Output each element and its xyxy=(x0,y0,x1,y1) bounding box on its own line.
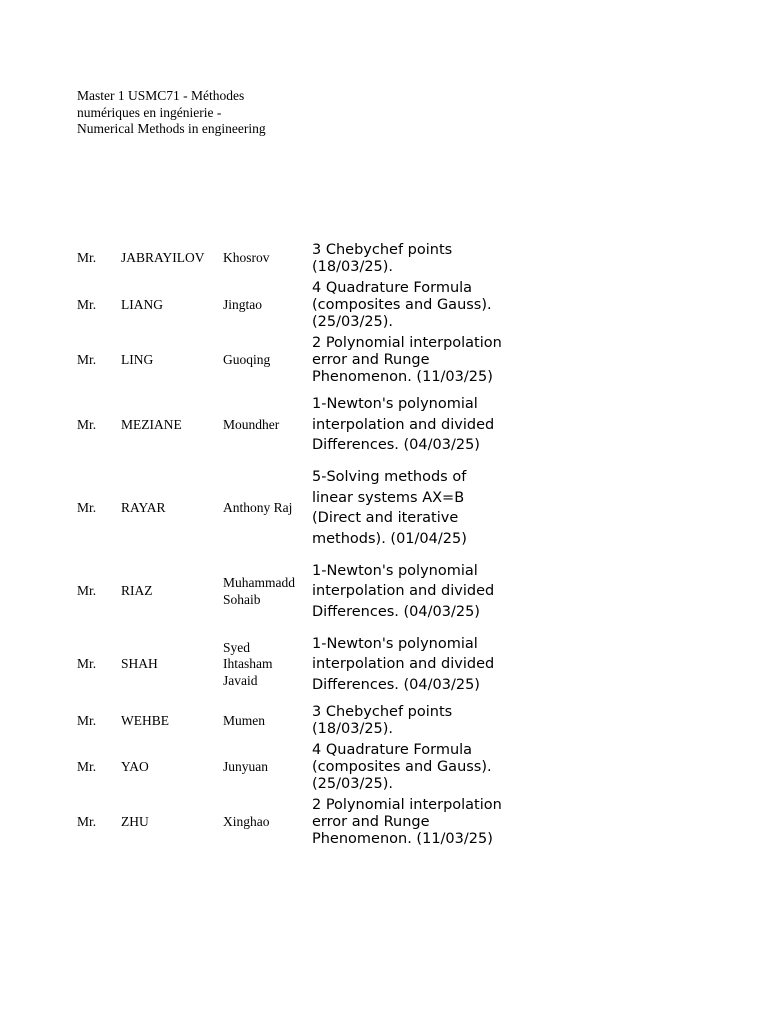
topic-text: 1-Newton's polynomial interpolation and divided Differences. (04/03/25) xyxy=(312,396,495,454)
first-name-text: Khosrov xyxy=(223,250,270,266)
topic-text: 1-Newton's polynomial interpolation and divided Differences. (04/03/25) xyxy=(312,562,495,620)
presentation-topic xyxy=(312,796,542,849)
presentation-topic xyxy=(312,279,542,332)
last-name: YAO xyxy=(121,758,149,774)
presentation-topic xyxy=(312,703,542,739)
roster-row xyxy=(0,796,768,849)
first-name xyxy=(223,628,311,701)
first-name xyxy=(223,703,311,739)
first-name xyxy=(223,796,311,849)
document-title xyxy=(77,88,337,138)
first-name xyxy=(223,389,311,461)
first-name xyxy=(223,461,311,555)
topic-text: 2 Polynomial interpolation error and Runge Phenomenon. (11/03/25) xyxy=(312,797,502,847)
roster-row xyxy=(0,555,768,628)
first-name-text: Xinghao xyxy=(223,814,270,830)
first-name-text: Muhammadd Sohaib xyxy=(223,575,295,607)
first-name-text: Syed Ihtasham Javaid xyxy=(223,639,273,688)
last-name: ZHU xyxy=(121,814,149,830)
first-name xyxy=(223,741,311,793)
topic-text: 1-Newton's polynomial interpolation and divided Differences. (04/03/25) xyxy=(312,635,495,693)
roster-row xyxy=(0,628,768,701)
topic-text: 4 Quadrature Formula (composites and Gauss). (25/03/25). xyxy=(312,280,492,330)
honorific: Mr. xyxy=(77,297,97,313)
honorific: Mr. xyxy=(77,758,97,774)
first-name-text: Guoqing xyxy=(223,352,271,368)
honorific: Mr. xyxy=(77,416,97,432)
roster-row xyxy=(0,461,768,555)
topic-text: 3 Chebychef points (18/03/25). xyxy=(312,241,453,275)
honorific: Mr. xyxy=(77,814,97,830)
roster-row xyxy=(0,334,768,387)
last-name: LIANG xyxy=(121,297,163,313)
presentation-topic xyxy=(312,741,542,793)
presentation-topic xyxy=(312,389,542,461)
roster-row xyxy=(0,240,768,277)
presentation-topic xyxy=(312,240,542,277)
first-name-text: Jingtao xyxy=(223,297,262,313)
last-name: MEZIANE xyxy=(121,416,182,432)
topic-text: 5-Solving methods of linear systems AX=B (Direct and iterative methods). (01/04/25) xyxy=(312,469,467,547)
roster-row xyxy=(0,741,768,793)
first-name-text: Junyuan xyxy=(223,758,268,774)
honorific: Mr. xyxy=(77,352,97,368)
first-name-text: Anthony Raj xyxy=(223,499,293,515)
last-name: RIAZ xyxy=(121,583,153,599)
presentation-topic xyxy=(312,628,542,701)
last-name: WEHBE xyxy=(121,712,169,728)
last-name: JABRAYILOV xyxy=(121,250,205,266)
title-line: Numerical Methods in engineering xyxy=(77,121,266,136)
topic-text: 4 Quadrature Formula (composites and Gauss). (25/03/25). xyxy=(312,741,492,792)
roster-row xyxy=(0,389,768,461)
first-name-text: Mumen xyxy=(223,712,265,728)
honorific: Mr. xyxy=(77,583,97,599)
honorific: Mr. xyxy=(77,712,97,728)
title-line: Master 1 USMC71 - Méthodes xyxy=(77,88,245,103)
honorific: Mr. xyxy=(77,656,97,672)
presentation-topic xyxy=(312,555,542,628)
roster-row xyxy=(0,703,768,739)
first-name xyxy=(223,279,311,332)
roster-row xyxy=(0,279,768,332)
topic-text: 3 Chebychef points (18/03/25). xyxy=(312,704,453,737)
honorific: Mr. xyxy=(77,499,97,515)
title-line: numériques en ingénierie - xyxy=(77,104,222,120)
last-name: SHAH xyxy=(121,656,158,672)
first-name xyxy=(223,240,311,277)
topic-text: 2 Polynomial interpolation error and Runge Phenomenon. (11/03/25) xyxy=(312,335,502,385)
first-name xyxy=(223,555,311,628)
first-name-text: Moundher xyxy=(223,416,280,432)
honorific: Mr. xyxy=(77,250,97,266)
last-name: RAYAR xyxy=(121,499,166,515)
first-name xyxy=(223,334,311,387)
last-name: LING xyxy=(121,352,154,368)
presentation-topic xyxy=(312,334,542,387)
presentation-topic xyxy=(312,461,542,555)
